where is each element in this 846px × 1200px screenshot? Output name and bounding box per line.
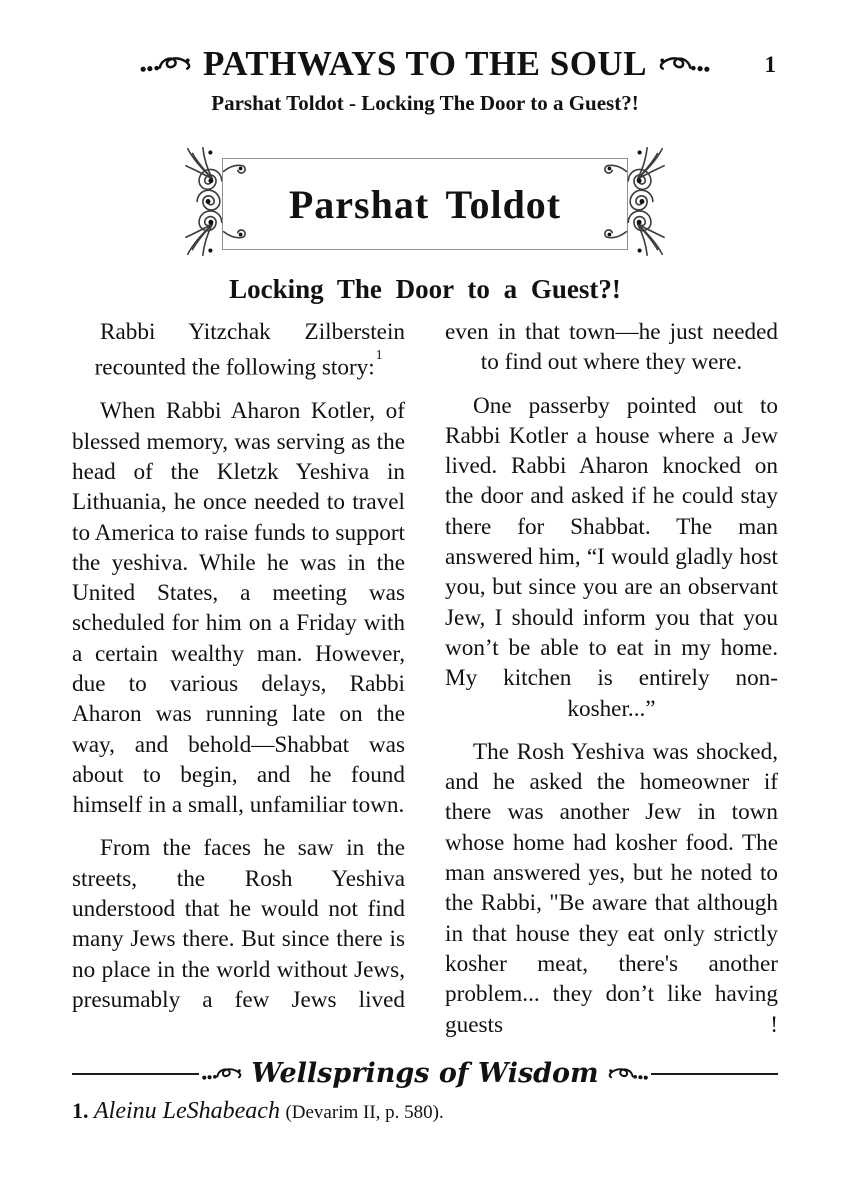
footer-divider [72, 1058, 778, 1089]
page-header [72, 0, 778, 116]
footnote-citation: (Devarim II, p. 580). [285, 1102, 444, 1123]
footnote-reference: 1 [375, 346, 383, 362]
filigree-right-icon [600, 143, 666, 266]
scroll-flourish-left-icon [139, 52, 195, 77]
footnote-source: Aleinu LeShabeach [94, 1098, 280, 1124]
banner-title: Parshat Toldot [288, 181, 562, 227]
banner-frame [222, 158, 628, 250]
paragraph: even in that town—he just needed to find out where they were. [445, 319, 778, 376]
paragraph: One passerby pointed out to Rabbi Kotler a house where a Jew lived. Rabbi Aharon knocked on the door and asked if he could stay there for Shabbat. The man answered him, “I would gladly host you, but since you are an observant Jew, I should inform you that you won’t be able to eat in my home. My kitchen is entirely non-kosher...” [445, 392, 778, 722]
divider-line-right [651, 1073, 778, 1075]
column-left [72, 317, 405, 1053]
two-column-body [72, 317, 778, 1053]
footnote-marker: 1. [72, 1098, 89, 1123]
page-footer [72, 1058, 778, 1125]
swash-divider-left-icon [201, 1064, 245, 1084]
article-heading: Locking The Door to a Guest?! [229, 274, 621, 304]
column-right [445, 317, 778, 1053]
paragraph: When Rabbi Aharon Kotler, of blessed memory, was serving as the head of the Kletzk Yeshiva in Lithuania, he once needed to travel to America to raise funds to support the yeshiva. While he was in the United States, a meeting was scheduled for him on a Friday with a certain wealthy man. However, due to various delays, Rabbi Aharon was running late on the way, and behold—Shabbat was about to begin, and he found himself in a small, unfamiliar town. [72, 398, 405, 819]
paragraph: The Rosh Yeshiva was shocked, and he asked the homeowner if there was another Jew in town whose home had kosher food. The man answered yes, but he noted to the Rabbi, "Be aware that although in that house they eat only strictly kosher meat, there's another problem... they don’t like having guests ! [445, 738, 778, 1038]
publication-title: PATHWAYS TO THE SOUL [202, 44, 648, 83]
swash-divider-right-icon [605, 1064, 649, 1084]
series-title: Wellsprings of Wisdom [251, 1058, 599, 1089]
paragraph: From the faces he saw in the streets, the Rosh Yeshiva understood that he would not find many Jews there. But since there is no place in the world without Jews, presumably a few Jews lived [72, 835, 405, 1013]
page-number: 1 [764, 52, 776, 77]
paragraph: Rabbi Yitzchak Zilberstein recounted the following story:$^1$ [94, 319, 405, 382]
parsha-banner [190, 152, 660, 256]
divider-line-left [72, 1073, 199, 1075]
scroll-flourish-right-icon [655, 52, 711, 77]
masthead-row [72, 44, 778, 84]
running-subtitle: Parshat Toldot - Locking The Door to a Guest?! [211, 91, 639, 115]
footnote [72, 1098, 778, 1125]
